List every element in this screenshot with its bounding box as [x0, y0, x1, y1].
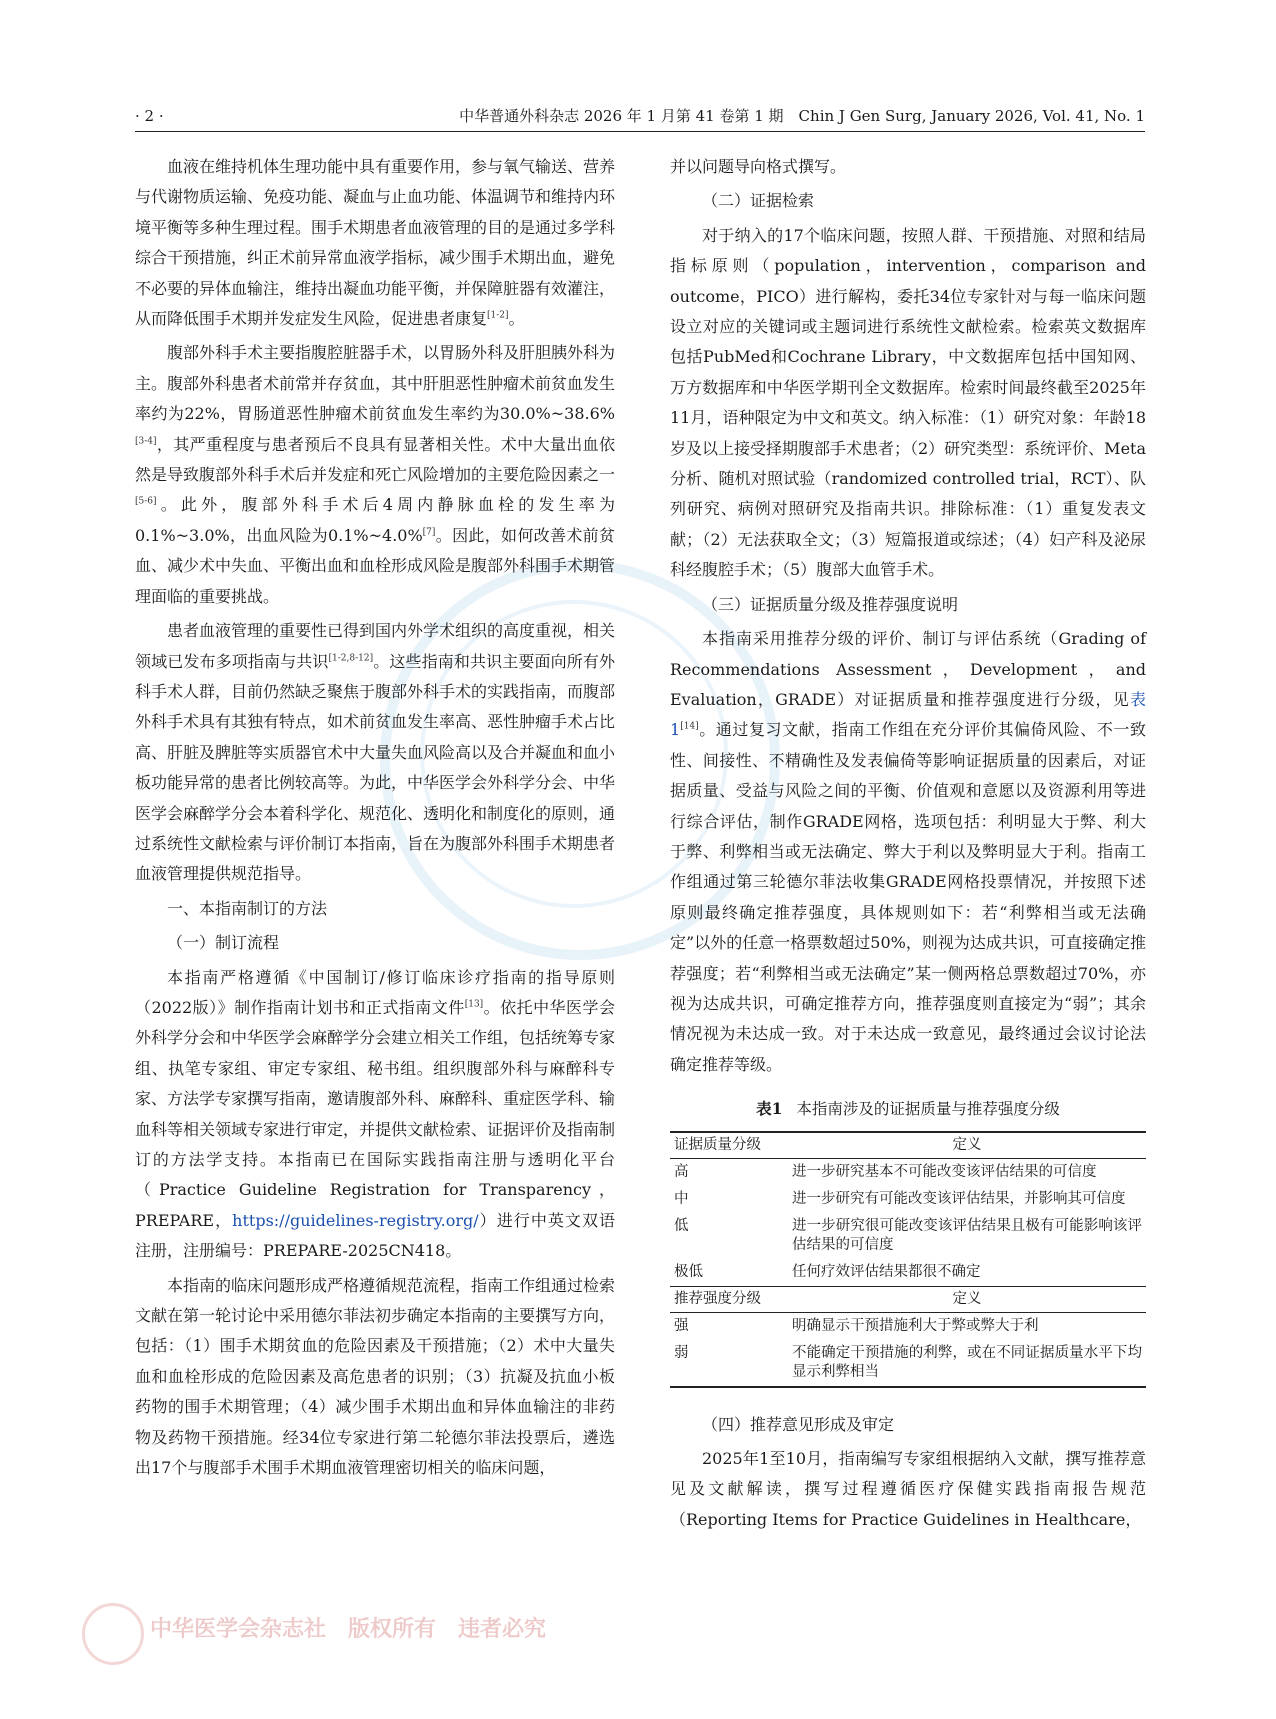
- citation: [1-2]: [487, 310, 509, 321]
- column-header: 定义: [788, 1132, 1146, 1159]
- left-column: [135, 152, 615, 1487]
- citation: [5-6]: [135, 497, 157, 508]
- table-header-row: [670, 1286, 1146, 1312]
- citation: [1-2,8-12]: [328, 653, 374, 664]
- citation: [7]: [422, 527, 436, 538]
- evidence-table: [670, 1131, 1146, 1388]
- paragraph: 血液在维持机体生理功能中具有重要作用，参与氧气输送、营养与代谢物质运输、免疫功能、凝血与止血功能、体温调节和维持内环境平衡等多种生理过程。围手术期患者血液管理的目的是通过多学科综合干预措施，纠正术前异常血液学指标，减少围手术期出血，避免不必要的异体血输注，维持出凝血功能平衡，并保障脏器有效灌注，从而降低围手术期并发症发生风险，促进患者康复[1-2]。: [135, 157, 616, 329]
- column-header: 推荐强度分级: [670, 1286, 788, 1312]
- table-row: 低 进一步研究很可能改变该评估结果且极有可能影响该评估结果的可信度: [674, 1217, 1142, 1253]
- journal-info: 中华普通外科杂志 2026 年 1 月第 41 卷第 1 期 Chin J Gen Surg, January 2026, Vol. 41, No. 1: [459, 107, 1145, 125]
- citation: [14]: [680, 721, 699, 732]
- table-row: 中 进一步研究有可能改变该评估结果，并影响其可信度: [674, 1190, 1126, 1207]
- paragraph: 对于纳入的17个临床问题，按照人群、干预措施、对照和结局指标原则（population，intervention，comparison and outcome，PICO）进行解构，委托34位专家针对与每一临床问题设立对应的关键词或主题词进行系统性文献检索。检索英文数据库包括PubMed和Cochrane Library，中文数据库包括中国知网、万方数据库和中华医学期刊全文数据库。检索时间最终截至2025年11月，语种限定为中文和英文。纳入标准：（1）研究对象：年龄18岁及以上接受择期腹部手术患者；（2）研究类型：系统评价、Meta分析、随机对照试验（randomized controlled trial，RCT）、队列研究、病例对照研究及指南共识。排除标准：（1）重复发表文献；（2）无法获取全文；（3）短篇报道或综述；（4）妇产科及泌尿科经腹腔手术；（5）腹部大血管手术。: [670, 225, 1147, 580]
- paragraph: 本指南的临床问题形成严格遵循规范流程，指南工作组通过检索文献在第一轮讨论中采用德尔菲法初步确定本指南的主要撰写方向，包括：（1）围手术期贫血的危险因素及干预措施；（2）术中大量失血和血栓形成的危险因素及高危患者的识别；（3）抗凝及抗血小板药物的围手术期管理；（4）减少围手术期出血和异体血输注的非药物及药物干预措施。经34位专家进行第二轮德尔菲法投票后，遴选出17个与腹部手术围手术期血液管理密切相关的临床问题，: [135, 1275, 616, 1478]
- section-heading: 一、本指南制订的方法: [167, 898, 328, 918]
- table-row: 极低 任何疗效评估结果都很不确定: [674, 1263, 981, 1280]
- table-header-row: [670, 1132, 1146, 1159]
- column-header: 定义: [788, 1286, 1146, 1312]
- paragraph: 本指南采用推荐分级的评价、制订与评估系统（Grading of Recommendations Assessment，Development，and Evaluation，GRADE）对证据质量和推荐强度进行分级，见表1[14]。通过复习文献，指南工作组在充分评价其偏倚风险、不一致性、间接性、不精确性及发表偏倚等影响证据质量的因素后，对证据质量、受益与风险之间的平衡、价值观和意愿以及资源利用等进行综合评估，制作GRADE网格，选项包括：利明显大于弊、利大于弊、利弊相当或无法确定、弊大于利以及弊明显大于利。指南工作组通过第三轮德尔菲法收集GRADE网格投票情况，并按照下述原则最终确定推荐强度，具体规则如下：若“利弊相当或无法确定”以外的任意一格票数超过50%，则视为达成共识，可直接确定推荐强度；若“利弊相当或无法确定”某一侧两格总票数超过70%，亦视为达成共识，可确定推荐方向，推荐强度则直接定为“弱”；其余情况视为未达成一致。对于未达成一致意见，最终通过会议讨论法确定推荐等级。: [670, 629, 1146, 1074]
- subsection-heading: （三）证据质量分级及推荐强度说明: [702, 594, 959, 614]
- paragraph: 腹部外科手术主要指腹腔脏器手术，以胃肠外科及肝胆胰外科为主。腹部外科患者术前常并存贫血，其中肝胆恶性肿瘤术前贫血发生率约为22%，胃肠道恶性肿瘤术前贫血发生率约为30.0%~38.6%[3-4]，其严重程度与患者预后不良具有显著相关性。术中大量出血依然是导致腹部外科手术后并发症和死亡风险增加的主要危险因素之一[5-6]。此外，腹部外科手术后4周内静脉血栓的发生率为0.1%~3.0%，出血风险为0.1%~4.0%[7]。因此，如何改善术前贫血、减少术中失血、平衡出血和血栓形成风险是腹部外科围手术期管理面临的重要挑战。: [135, 343, 616, 606]
- paragraph: 并以问题导向格式撰写。: [670, 157, 847, 176]
- page-number: · 2 ·: [135, 107, 164, 125]
- paragraph: 患者血液管理的重要性已得到国内外学术组织的高度重视，相关领域已发布多项指南与共识[1-2,8-12]。这些指南和共识主要面向所有外科手术人群，目前仍然缺乏聚焦于腹部外科手术的实践指南，而腹部外科手术具有其独有特点，如术前贫血发生率高、恶性肿瘤手术占比高、肝脏及脾脏等实质器官术中大量失血风险高以及合并凝血和血小板功能异常的患者比例较高等。为此，中华医学会外科学分会、中华医学会麻醉学分会本着科学化、规范化、透明化和制度化的原则，通过系统性文献检索与评价制订本指南，旨在为腹部外科围手术期患者血液管理提供规范指导。: [135, 621, 616, 884]
- right-column: [670, 152, 1146, 1539]
- subsection-heading: （四）推荐意见形成及审定: [702, 1414, 895, 1434]
- table-link[interactable]: 表1: [670, 689, 1146, 740]
- publisher-watermark: 中华医学会杂志社 版权所有 违者必究: [150, 1617, 547, 1642]
- column-header: 证据质量分级: [670, 1132, 788, 1159]
- table-row: 高 进一步研究基本不可能改变该评估结果的可信度: [674, 1163, 1097, 1180]
- table-row: 弱 不能确定干预措施的利弊，或在不同证据质量水平下均显示利弊相当: [670, 1340, 1146, 1387]
- citation: [3-4]: [135, 436, 157, 447]
- table-row: 强 明确显示干预措施利大于弊或弊大于利: [674, 1317, 1039, 1334]
- page-header: [135, 103, 1145, 132]
- publisher-logo-icon: [82, 1603, 144, 1665]
- paragraph: 2025年1至10月，指南编写专家组根据纳入文献，撰写推荐意见及文献解读，撰写过程遵循医疗保健实践指南报告规范（Reporting Items for Practice Guidelines in Healthcare，: [670, 1449, 1146, 1529]
- paragraph: 本指南严格遵循《中国制订/修订临床诊疗指南的指导原则（2022版）》制作指南计划书和正式指南文件[13]。依托中华医学会外科学分会和中华医学会麻醉学分会建立相关工作组，包括统筹专家组、执笔专家组、审定专家组、秘书组。组织腹部外科与麻醉科专家、方法学专家撰写指南，邀请腹部外科、麻醉科、重症医学科、输血科等相关领域专家进行审定，并提供文献检索、证据评价及指南制订的方法学支持。本指南已在国际实践指南注册与透明化平台（Practice Guideline Registration for Transparency，PREPARE，https://guidelines-registry.org/）进行中英文双语注册，注册编号：PREPARE-2025CN418。: [135, 967, 616, 1261]
- registry-link[interactable]: https://guidelines-registry.org/: [232, 1210, 479, 1230]
- subsection-heading: （一）制订流程: [167, 933, 280, 953]
- table-title: 本指南涉及的证据质量与推荐强度分级: [796, 1100, 1060, 1119]
- subsection-heading: （二）证据检索: [702, 191, 815, 211]
- citation: [13]: [464, 999, 484, 1010]
- table-label: 表1: [756, 1099, 783, 1119]
- table-caption: [670, 1094, 1146, 1124]
